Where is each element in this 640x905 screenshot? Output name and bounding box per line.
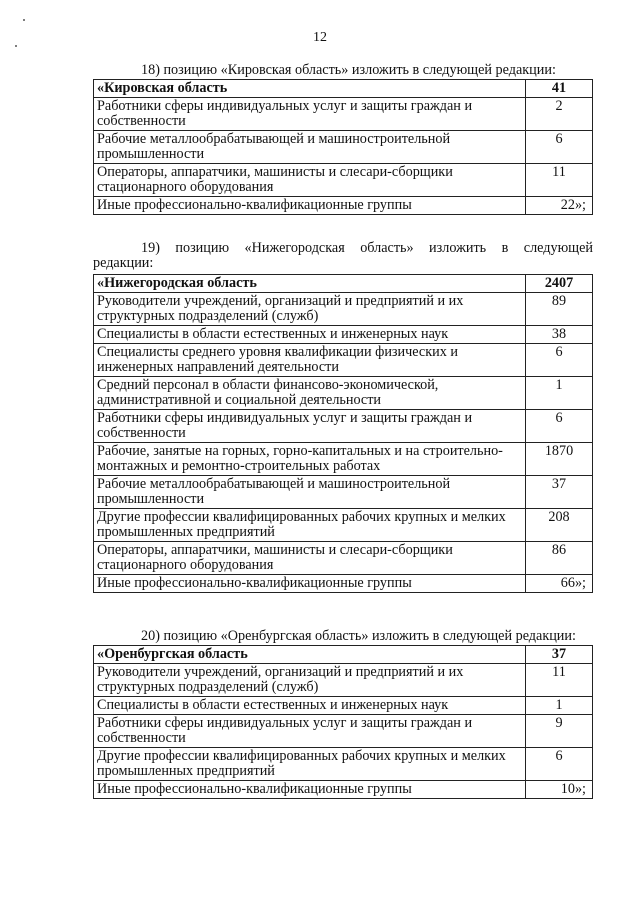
table-row — [94, 697, 593, 715]
row-value: 208 — [526, 509, 593, 542]
row-label: Операторы, аппаратчики, машинисты и слесари-сборщики стационарного оборудования — [94, 542, 526, 575]
row-value: 66»; — [526, 575, 593, 593]
table-row — [94, 344, 593, 377]
row-value: 89 — [526, 293, 593, 326]
row-label: Работники сферы индивидуальных услуг и защиты граждан и собственности — [94, 98, 526, 131]
table-row — [94, 748, 593, 781]
region-total: 2407 — [526, 275, 593, 293]
row-label: Средний персонал в области финансово-экономической, административной и социальной деятельности — [94, 377, 526, 410]
table-row — [94, 664, 593, 697]
row-label: Другие профессии квалифицированных рабочих крупных и мелких промышленных предприятий — [94, 509, 526, 542]
row-value: 10»; — [526, 781, 593, 799]
section-19-intro — [93, 241, 593, 271]
region-name: «Нижегородская область — [94, 275, 526, 293]
table-orenburg — [93, 645, 593, 799]
table-row — [94, 131, 593, 164]
row-value: 6 — [526, 344, 593, 377]
row-label: Другие профессии квалифицированных рабочих крупных и мелких промышленных предприятий — [94, 748, 526, 781]
row-label: Рабочие, занятые на горных, горно-капитальных и на строительно-монтажных и ремонтно-строительных работах — [94, 443, 526, 476]
row-label: Работники сферы индивидуальных услуг и защиты граждан и собственности — [94, 410, 526, 443]
section-18-intro: 18) позицию «Кировская область» изложить в следующей редакции: — [141, 62, 556, 78]
table-row — [94, 781, 593, 799]
row-label: Рабочие металлообрабатывающей и машиностроительной промышленности — [94, 131, 526, 164]
region-total: 41 — [526, 80, 593, 98]
row-label: Иные профессионально-квалификационные группы — [94, 197, 526, 215]
row-value: 38 — [526, 326, 593, 344]
page-number: 12 — [313, 30, 327, 45]
section-20-intro: 20) позицию «Оренбургская область» изложить в следующей редакции: — [141, 628, 576, 644]
table-header-row — [94, 80, 593, 98]
row-value: 86 — [526, 542, 593, 575]
region-total: 37 — [526, 646, 593, 664]
table-row — [94, 476, 593, 509]
table-row — [94, 509, 593, 542]
region-name: «Оренбургская область — [94, 646, 526, 664]
region-name: «Кировская область — [94, 80, 526, 98]
row-label: Специалисты в области естественных и инженерных наук — [94, 326, 526, 344]
row-label: Специалисты среднего уровня квалификации физических и инженерных направлений деятельности — [94, 344, 526, 377]
row-value: 6 — [526, 131, 593, 164]
table-header-row — [94, 646, 593, 664]
table-row — [94, 377, 593, 410]
row-value: 1870 — [526, 443, 593, 476]
scan-speck — [23, 19, 25, 21]
table-row — [94, 575, 593, 593]
row-value: 11 — [526, 164, 593, 197]
row-value: 6 — [526, 410, 593, 443]
row-label: Операторы, аппаратчики, машинисты и слесари-сборщики стационарного оборудования — [94, 164, 526, 197]
table-row — [94, 98, 593, 131]
row-value: 22»; — [526, 197, 593, 215]
table-row — [94, 542, 593, 575]
row-value: 2 — [526, 98, 593, 131]
scan-speck — [15, 45, 17, 47]
row-label: Иные профессионально-квалификационные группы — [94, 575, 526, 593]
table-row — [94, 164, 593, 197]
table-kirov — [93, 79, 593, 215]
table-row — [94, 293, 593, 326]
row-label: Руководители учреждений, организаций и предприятий и их структурных подразделений (служб) — [94, 664, 526, 697]
table-header-row — [94, 275, 593, 293]
table-row — [94, 715, 593, 748]
row-value: 9 — [526, 715, 593, 748]
row-value: 6 — [526, 748, 593, 781]
table-row — [94, 326, 593, 344]
section-19-intro-line1: 19) позицию «Нижегородская область» изложить в следующей — [141, 240, 593, 256]
row-label: Работники сферы индивидуальных услуг и защиты граждан и собственности — [94, 715, 526, 748]
row-label: Специалисты в области естественных и инженерных наук — [94, 697, 526, 715]
row-label: Руководители учреждений, организаций и предприятий и их структурных подразделений (служб) — [94, 293, 526, 326]
row-value: 11 — [526, 664, 593, 697]
table-row — [94, 410, 593, 443]
row-value: 1 — [526, 377, 593, 410]
row-value: 37 — [526, 476, 593, 509]
table-nizhny-novgorod — [93, 274, 593, 593]
row-value: 1 — [526, 697, 593, 715]
section-19-intro-line2: редакции: — [93, 255, 154, 271]
row-label: Иные профессионально-квалификационные группы — [94, 781, 526, 799]
row-label: Рабочие металлообрабатывающей и машиностроительной промышленности — [94, 476, 526, 509]
table-row — [94, 443, 593, 476]
table-row — [94, 197, 593, 215]
